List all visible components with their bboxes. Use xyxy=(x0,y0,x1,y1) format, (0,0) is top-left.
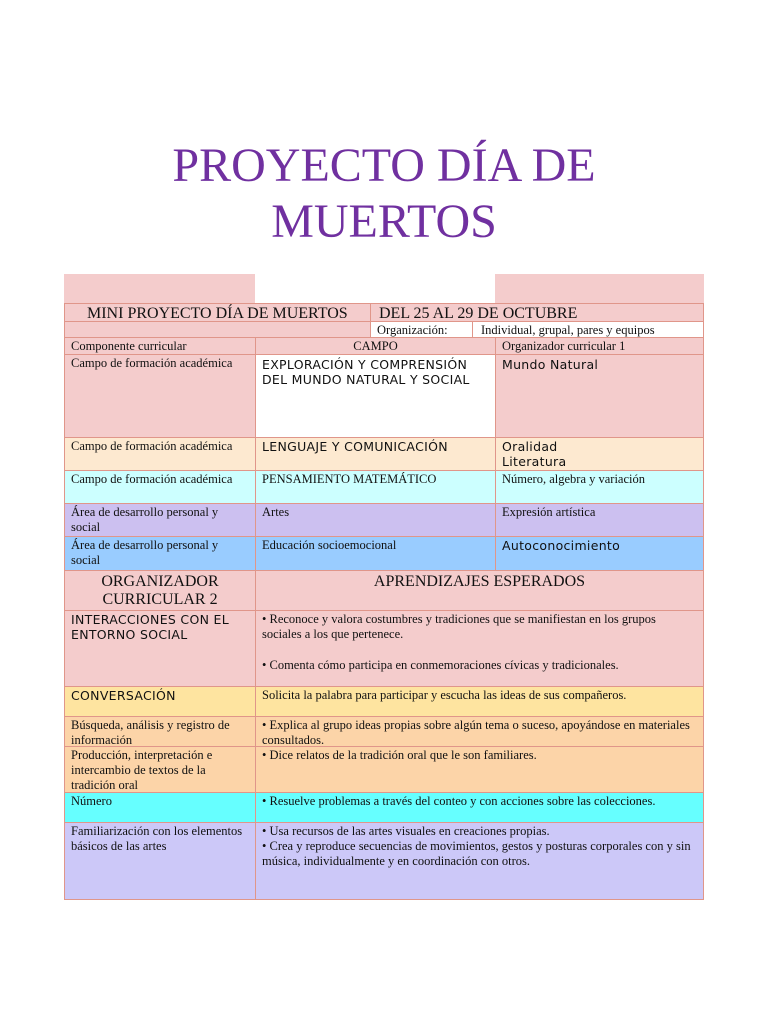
row-1-organizador: Mundo Natural xyxy=(495,354,704,438)
header-bar-left xyxy=(64,274,255,303)
col-campo: CAMPO xyxy=(255,337,496,355)
row-2-organizador xyxy=(495,437,704,471)
apr-5-organizador: Número xyxy=(64,792,256,823)
apr-1-text xyxy=(255,610,704,687)
apr-2-organizador: CONVERSACIÓN xyxy=(64,686,256,717)
org-empty-cell xyxy=(64,321,371,338)
title-line-2: MUERTOS xyxy=(271,195,497,248)
row-4-organizador: Expresión artística xyxy=(495,503,704,537)
apr-3-organizador: Búsqueda, análisis y registro de información xyxy=(64,716,256,747)
org2-header: ORGANIZADOR CURRICULAR 2 xyxy=(64,570,256,611)
apr-6-text xyxy=(255,822,704,900)
apr-1-paragraph-2: • Comenta cómo participa en conmemoraciones cívicas y tradicionales. xyxy=(262,658,619,672)
apr-6-paragraph-1: • Usa recursos de las artes visuales en creaciones propias. xyxy=(262,824,550,838)
row-3-campo: PENSAMIENTO MATEMÁTICO xyxy=(255,470,496,504)
col-componente: Componente curricular xyxy=(64,337,256,355)
page-title xyxy=(0,138,768,250)
col-organizador-1: Organizador curricular 1 xyxy=(495,337,704,355)
apr-1-paragraph-1: • Reconoce y valora costumbres y tradiciones que se manifiestan en los grupos sociales a los que pertenece. xyxy=(262,612,656,641)
header-bar-right xyxy=(495,274,704,303)
row-5-campo: Educación socioemocional xyxy=(255,536,496,571)
title-line-1: PROYECTO DÍA DE xyxy=(172,139,596,192)
org-value-cell: Individual, grupal, pares y equipos xyxy=(472,321,704,338)
apr-5-text: • Resuelve problemas a través del conteo y con acciones sobre las colecciones. xyxy=(255,792,704,823)
row-4-campo: Artes xyxy=(255,503,496,537)
row-5-organizador: Autoconocimiento xyxy=(495,536,704,571)
apr-6-organizador: Familiarización con los elementos básicos de las artes xyxy=(64,822,256,900)
org-label-cell: Organización: xyxy=(370,321,473,338)
row-5-componente: Área de desarrollo personal y social xyxy=(64,536,256,571)
row-3-organizador: Número, algebra y variación xyxy=(495,470,704,504)
row-2-campo: LENGUAJE Y COMUNICACIÓN xyxy=(255,437,496,471)
project-title-cell: MINI PROYECTO DÍA DE MUERTOS xyxy=(64,303,371,322)
row-3-componente: Campo de formación académica xyxy=(64,470,256,504)
row-2-organizador-line-2: Literatura xyxy=(502,454,567,469)
dates-cell: DEL 25 AL 29 DE OCTUBRE xyxy=(370,303,704,322)
apr-4-organizador: Producción, interpretación e intercambio de textos de la tradición oral xyxy=(64,746,256,793)
row-1-componente: Campo de formación académica xyxy=(64,354,256,438)
row-2-componente: Campo de formación académica xyxy=(64,437,256,471)
apr-1-organizador: INTERACCIONES CON EL ENTORNO SOCIAL xyxy=(64,610,256,687)
row-1-campo: EXPLORACIÓN Y COMPRENSIÓN DEL MUNDO NATURAL Y SOCIAL xyxy=(255,354,496,438)
apr-4-text: • Dice relatos de la tradición oral que le son familiares. xyxy=(255,746,704,793)
apr-2-text: Solicita la palabra para participar y escucha las ideas de sus compañeros. xyxy=(255,686,704,717)
apr-3-text: • Explica al grupo ideas propias sobre algún tema o suceso, apoyándose en materiales consultados. xyxy=(255,716,704,747)
row-2-organizador-line-1: Oralidad xyxy=(502,439,558,454)
row-4-componente: Área de desarrollo personal y social xyxy=(64,503,256,537)
apr-6-paragraph-2: • Crea y reproduce secuencias de movimientos, gestos y posturas corporales con y sin música, individualmente y en coordinación con otros. xyxy=(262,839,691,868)
aprendizajes-header: APRENDIZAJES ESPERADOS xyxy=(255,570,704,611)
